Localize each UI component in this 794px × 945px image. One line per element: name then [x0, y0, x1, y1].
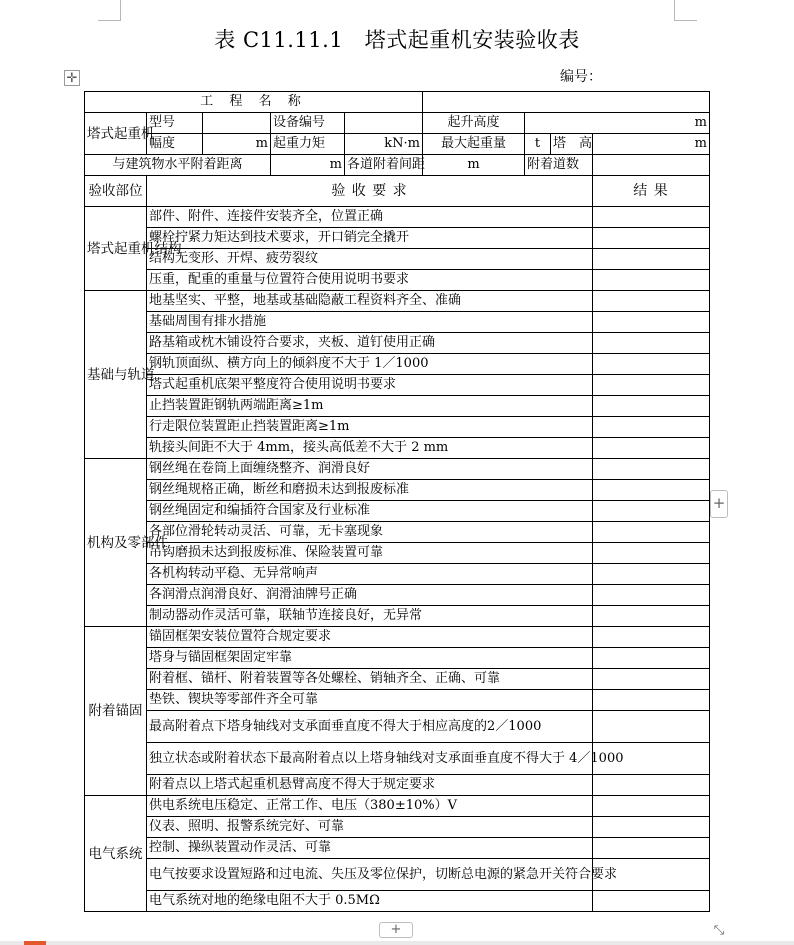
result-cell[interactable] [593, 606, 710, 627]
project-name-value[interactable] [423, 92, 710, 113]
result-cell[interactable] [593, 817, 710, 838]
result-cell[interactable] [593, 543, 710, 564]
result-cell[interactable] [593, 270, 710, 291]
result-cell[interactable] [593, 375, 710, 396]
result-cell[interactable] [593, 690, 710, 711]
header-row-range [85, 134, 710, 155]
requirement-cell: 仪表、照明、报警系统完好、可靠 [147, 817, 593, 838]
table-row [85, 775, 710, 796]
requirement-cell: 电气系统对地的绝缘电阻不大于 0.5MΩ [147, 891, 593, 912]
result-cell[interactable] [593, 796, 710, 817]
result-cell[interactable] [593, 711, 710, 743]
result-cell[interactable] [593, 312, 710, 333]
lift-height-unit[interactable]: m [525, 113, 710, 134]
max-load-label: 最大起重量 [423, 134, 525, 155]
result-cell[interactable] [593, 669, 710, 690]
requirement-cell: 吊钩磨损未达到报废标准、保险装置可靠 [147, 543, 593, 564]
table-row [85, 606, 710, 627]
table-row [85, 333, 710, 354]
result-cell[interactable] [593, 417, 710, 438]
table-row [85, 891, 710, 912]
section-category: 机构及零部件 [85, 459, 147, 627]
requirement-cell: 各部位滑轮转动灵活、可靠，无卡塞现象 [147, 522, 593, 543]
requirement-cell: 钢丝绳在卷筒上面缠绕整齐、润滑良好 [147, 459, 593, 480]
column-header-part: 验收部位 [85, 176, 147, 207]
result-cell[interactable] [593, 333, 710, 354]
result-cell[interactable] [593, 564, 710, 585]
table-row [85, 690, 710, 711]
table-row [85, 627, 710, 648]
requirement-cell: 垫铁、锲块等零部件齐全可靠 [147, 690, 593, 711]
range-label: 幅度 [147, 134, 203, 155]
section-category: 塔式起重机结构 [85, 207, 147, 291]
add-row-button[interactable]: + [379, 922, 413, 938]
column-header-result: 结 果 [593, 176, 710, 207]
moment-label: 起重力矩 [271, 134, 345, 155]
requirement-cell: 最高附着点下塔身轴线对支承面垂直度不得大于相应高度的2／1000 [147, 711, 593, 743]
table-row [85, 270, 710, 291]
requirement-cell: 电气按要求设置短路和过电流、失压及零位保护，切断总电源的紧急开关符合要求 [147, 859, 593, 891]
result-cell[interactable] [593, 775, 710, 796]
requirement-cell: 结构无变形、开焊、疲劳裂纹 [147, 249, 593, 270]
device-no-label: 设备编号 [271, 113, 345, 134]
range-unit[interactable]: m [203, 134, 271, 155]
tie-count-value[interactable] [593, 155, 710, 176]
table-row [85, 859, 710, 891]
result-cell[interactable] [593, 396, 710, 417]
column-header-row [85, 176, 710, 207]
table-row [85, 669, 710, 690]
number-label: 编号： [560, 69, 602, 85]
table-row [85, 375, 710, 396]
result-cell[interactable] [593, 249, 710, 270]
requirement-cell: 供电系统电压稳定、正常工作、电压（380±10%）V [147, 796, 593, 817]
table-row [85, 711, 710, 743]
requirement-cell: 止挡装置距钢轨两端距离≥1m [147, 396, 593, 417]
device-no-value[interactable] [345, 113, 423, 134]
tie-spacing-label: 各道附着间距 [345, 155, 423, 176]
table-row [85, 312, 710, 333]
tower-height-unit[interactable]: m [593, 134, 710, 155]
requirement-cell: 钢轨顶面纵、横方向上的倾斜度不大于 1／1000 [147, 354, 593, 375]
requirement-cell: 螺栓拧紧力矩达到技术要求，开口销完全撬开 [147, 228, 593, 249]
result-cell[interactable] [593, 228, 710, 249]
resize-icon[interactable]: ⤡ [713, 923, 725, 938]
crane-label: 塔式起重机 [85, 113, 147, 155]
table-row [85, 417, 710, 438]
requirement-cell: 钢丝绳规格正确，断丝和磨损未达到报废标准 [147, 480, 593, 501]
table-row [85, 585, 710, 606]
table-row [85, 543, 710, 564]
table-row [85, 291, 710, 312]
table-row [85, 648, 710, 669]
lift-height-label: 起升高度 [423, 113, 525, 134]
requirement-cell: 塔式起重机底架平整度符合使用说明书要求 [147, 375, 593, 396]
page-corner-mark-left [98, 0, 121, 21]
bottom-accent [24, 941, 46, 945]
result-cell[interactable] [593, 501, 710, 522]
bottom-scroll-bar [0, 941, 794, 945]
result-cell[interactable] [593, 207, 710, 228]
result-cell[interactable] [593, 459, 710, 480]
requirement-cell: 各机构转动平稳、无异常响声 [147, 564, 593, 585]
building-distance-label: 与建筑物水平附着距离 [85, 155, 271, 176]
table-row [85, 249, 710, 270]
requirement-cell: 附着框、锚杆、附着装置等各处螺栓、销轴齐全、正确、可靠 [147, 669, 593, 690]
table-row [85, 207, 710, 228]
table-row [85, 564, 710, 585]
table-row [85, 396, 710, 417]
header-row-project [85, 92, 710, 113]
requirement-cell: 制动器动作灵活可靠，联轴节连接良好，无异常 [147, 606, 593, 627]
result-cell[interactable] [593, 627, 710, 648]
result-cell[interactable] [593, 438, 710, 459]
requirement-cell: 钢丝绳固定和编插符合国家及行业标准 [147, 501, 593, 522]
requirement-cell: 独立状态或附着状态下最高附着点以上塔身轴线对支承面垂直度不得大于 4／1000 [147, 743, 593, 775]
requirement-cell: 各润滑点润滑良好、润滑油牌号正确 [147, 585, 593, 606]
result-cell[interactable] [593, 291, 710, 312]
requirement-cell: 控制、操纵装置动作灵活、可靠 [147, 838, 593, 859]
model-value[interactable] [203, 113, 271, 134]
result-cell[interactable] [593, 585, 710, 606]
requirement-cell: 部件、附件、连接件安装齐全，位置正确 [147, 207, 593, 228]
result-cell[interactable] [593, 838, 710, 859]
model-label: 型号 [147, 113, 203, 134]
add-column-button[interactable]: + [710, 490, 728, 518]
result-cell[interactable] [593, 891, 710, 912]
requirement-cell: 附着点以上塔式起重机悬臂高度不得大于规定要求 [147, 775, 593, 796]
tie-count-label: 附着道数 [525, 155, 593, 176]
requirement-cell: 塔身与锚固框架固定牢靠 [147, 648, 593, 669]
tie-spacing-unit[interactable]: m [423, 155, 525, 176]
table-row [85, 501, 710, 522]
requirement-cell: 行走限位装置距止挡装置距离≥1m [147, 417, 593, 438]
table-row [85, 480, 710, 501]
project-name-label: 工 程 名 称 [85, 92, 423, 113]
table-row [85, 743, 710, 775]
result-cell[interactable] [593, 480, 710, 501]
table-row [85, 796, 710, 817]
table-row [85, 817, 710, 838]
result-cell[interactable] [593, 522, 710, 543]
requirement-cell: 路基箱或枕木铺设符合要求，夹板、道钉使用正确 [147, 333, 593, 354]
section-category: 基础与轨道 [85, 291, 147, 459]
result-cell[interactable] [593, 354, 710, 375]
table-move-handle-icon[interactable]: ✛ [64, 70, 80, 86]
requirement-cell: 压重，配重的重量与位置符合使用说明书要求 [147, 270, 593, 291]
max-load-unit[interactable]: t [525, 134, 551, 155]
tower-height-label: 塔 高 [551, 134, 593, 155]
header-row-attachment [85, 155, 710, 176]
moment-unit[interactable]: kN·m [345, 134, 423, 155]
acceptance-table [84, 91, 710, 912]
requirement-cell: 地基坚实、平整，地基或基础隐蔽工程资料齐全、准确 [147, 291, 593, 312]
column-header-requirement: 验 收 要 求 [147, 176, 593, 207]
header-row-model [85, 113, 710, 134]
section-category: 附着锚固 [85, 627, 147, 796]
page-title: 表 C11.11.1 塔式起重机安装验收表 [214, 28, 580, 52]
table-row [85, 522, 710, 543]
section-category: 电气系统 [85, 796, 147, 912]
requirement-cell: 轨接头间距不大于 4mm，接头高低差不大于 2 mm [147, 438, 593, 459]
requirement-cell: 锚固框架安装位置符合规定要求 [147, 627, 593, 648]
table-row [85, 838, 710, 859]
table-row [85, 354, 710, 375]
table-row [85, 438, 710, 459]
building-distance-unit[interactable]: m [271, 155, 345, 176]
result-cell[interactable] [593, 648, 710, 669]
requirement-cell: 基础周围有排水措施 [147, 312, 593, 333]
page-corner-mark-right [674, 0, 697, 21]
table-row [85, 459, 710, 480]
